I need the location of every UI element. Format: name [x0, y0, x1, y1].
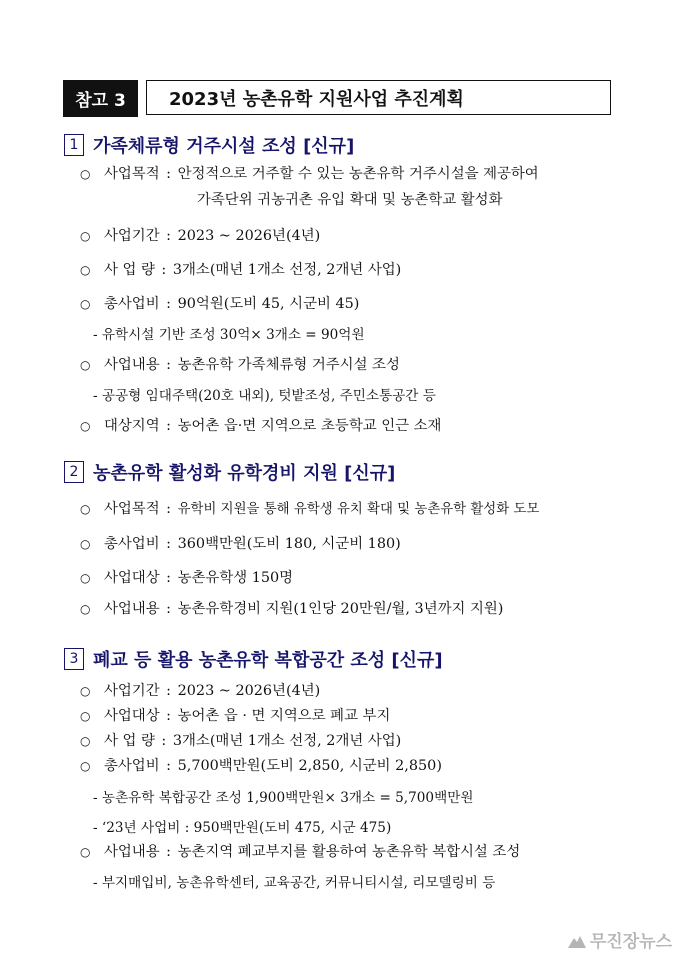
list-item	[80, 597, 503, 618]
circle-bullet-icon: ○	[80, 358, 91, 372]
section-number: 3	[64, 648, 84, 670]
item-label: 사 업 량	[104, 262, 155, 278]
item-label: 사업대상	[104, 708, 160, 724]
page-header	[63, 80, 613, 117]
page-title: 2023년 농촌유학 지원사업 추진계획	[146, 80, 611, 115]
list-item	[80, 414, 441, 435]
colon: :	[166, 166, 172, 182]
colon: :	[166, 683, 172, 699]
colon: :	[166, 708, 172, 724]
circle-bullet-icon: ○	[80, 537, 91, 551]
item-label: 사업기간	[104, 228, 160, 244]
list-item	[80, 353, 400, 374]
sub-item: - 유학시설 기반 조성 30억× 3개소 = 90억원	[93, 327, 365, 343]
sub-item: - ‘23년 사업비 : 950백만원(도비 475, 시군 475)	[93, 820, 392, 836]
item-label: 대상지역	[104, 418, 160, 434]
item-label: 총사업비	[104, 758, 160, 774]
item-value: 농촌유학경비 지원(1인당 20만원/월, 3년까지 지원)	[177, 601, 504, 617]
list-item	[80, 162, 539, 183]
section-1-title	[64, 132, 354, 158]
circle-bullet-icon: ○	[80, 709, 91, 723]
item-label: 사업내용	[104, 357, 160, 373]
item-value: 90억원(도비 45, 시군비 45)	[177, 296, 360, 312]
circle-bullet-icon: ○	[80, 502, 91, 516]
item-value: 3개소(매년 1개소 선정, 2개년 사업)	[172, 262, 402, 278]
colon: :	[166, 357, 172, 373]
circle-bullet-icon: ○	[80, 602, 91, 616]
item-label: 사업내용	[104, 601, 160, 617]
sub-item: - 부지매입비, 농촌유학센터, 교육공간, 커뮤니티시설, 리모델링비 등	[93, 875, 496, 891]
colon: :	[166, 228, 172, 244]
item-label: 총사업비	[104, 536, 160, 552]
mountain-logo-icon	[568, 933, 586, 947]
list-item	[80, 840, 520, 861]
circle-bullet-icon: ○	[80, 229, 91, 243]
reference-tag: 참고 3	[63, 80, 138, 117]
circle-bullet-icon: ○	[80, 419, 91, 433]
sub-item: - 공공형 임대주택(20호 내외), 텃밭조성, 주민소통공간 등	[93, 388, 436, 404]
colon: :	[166, 601, 172, 617]
circle-bullet-icon: ○	[80, 734, 91, 748]
list-item	[80, 497, 539, 518]
colon: :	[166, 844, 172, 860]
circle-bullet-icon: ○	[80, 845, 91, 859]
item-continuation: 가족단위 귀농귀촌 유입 확대 및 농촌학교 활성화	[197, 192, 503, 208]
item-value: 2023 ~ 2026년(4년)	[177, 228, 321, 244]
colon: :	[166, 296, 172, 312]
sub-item: - 농촌유학 복합공간 조성 1,900백만원× 3개소 = 5,700백만원	[93, 790, 474, 806]
colon: :	[166, 758, 172, 774]
list-item	[80, 532, 401, 553]
item-value: 농어촌 읍 · 면 지역으로 폐교 부지	[177, 708, 391, 724]
item-value: 5,700백만원(도비 2,850, 시군비 2,850)	[177, 758, 442, 774]
circle-bullet-icon: ○	[80, 263, 91, 277]
colon: :	[161, 733, 167, 749]
colon: :	[166, 501, 172, 517]
circle-bullet-icon: ○	[80, 167, 91, 181]
item-value: 안정적으로 거주할 수 있는 농촌유학 거주시설을 제공하여	[177, 166, 539, 182]
section-2-title	[64, 459, 395, 485]
section-title-text: 농촌유학 활성화 유학경비 지원 [신규]	[93, 463, 396, 484]
list-item	[80, 224, 320, 245]
circle-bullet-icon: ○	[80, 571, 91, 585]
section-title-text: 가족체류형 거주시설 조성 [신규]	[93, 136, 355, 157]
item-label: 사업목적	[104, 166, 160, 182]
list-item	[80, 679, 320, 700]
item-value: 360백만원(도비 180, 시군비 180)	[177, 536, 401, 552]
circle-bullet-icon: ○	[80, 759, 91, 773]
item-label: 사업목적	[104, 501, 160, 517]
item-label: 사업대상	[104, 570, 160, 586]
item-label: 사업내용	[104, 844, 160, 860]
list-item	[80, 704, 390, 725]
list-item	[80, 566, 293, 587]
item-label: 사업기간	[104, 683, 160, 699]
item-label: 사 업 량	[104, 733, 155, 749]
section-3-title	[64, 646, 443, 672]
item-value: 농촌유학 가족체류형 거주시설 조성	[177, 357, 400, 373]
item-label: 총사업비	[104, 296, 160, 312]
item-value: 농촌유학생 150명	[177, 570, 294, 586]
list-item	[80, 292, 359, 313]
item-value: 농어촌 읍·면 지역으로 초등학교 인근 소재	[177, 418, 442, 434]
colon: :	[166, 536, 172, 552]
section-number: 1	[64, 134, 84, 156]
circle-bullet-icon: ○	[80, 297, 91, 311]
colon: :	[161, 262, 167, 278]
list-item	[80, 729, 401, 750]
item-value: 농촌지역 폐교부지를 활용하여 농촌유학 복합시설 조성	[177, 844, 521, 860]
item-value: 3개소(매년 1개소 선정, 2개년 사업)	[172, 733, 402, 749]
colon: :	[166, 418, 172, 434]
item-value: 유학비 지원을 통해 유학생 유치 확대 및 농촌유학 활성화 도모	[177, 502, 540, 517]
item-value: 2023 ~ 2026년(4년)	[177, 683, 321, 699]
list-item	[80, 258, 401, 279]
watermark-text: 무진장뉴스	[589, 932, 672, 952]
watermark	[568, 927, 672, 952]
section-number: 2	[64, 461, 84, 483]
list-item	[80, 754, 442, 775]
colon: :	[166, 570, 172, 586]
section-title-text: 폐교 등 활용 농촌유학 복합공간 조성 [신규]	[93, 650, 443, 671]
circle-bullet-icon: ○	[80, 684, 91, 698]
